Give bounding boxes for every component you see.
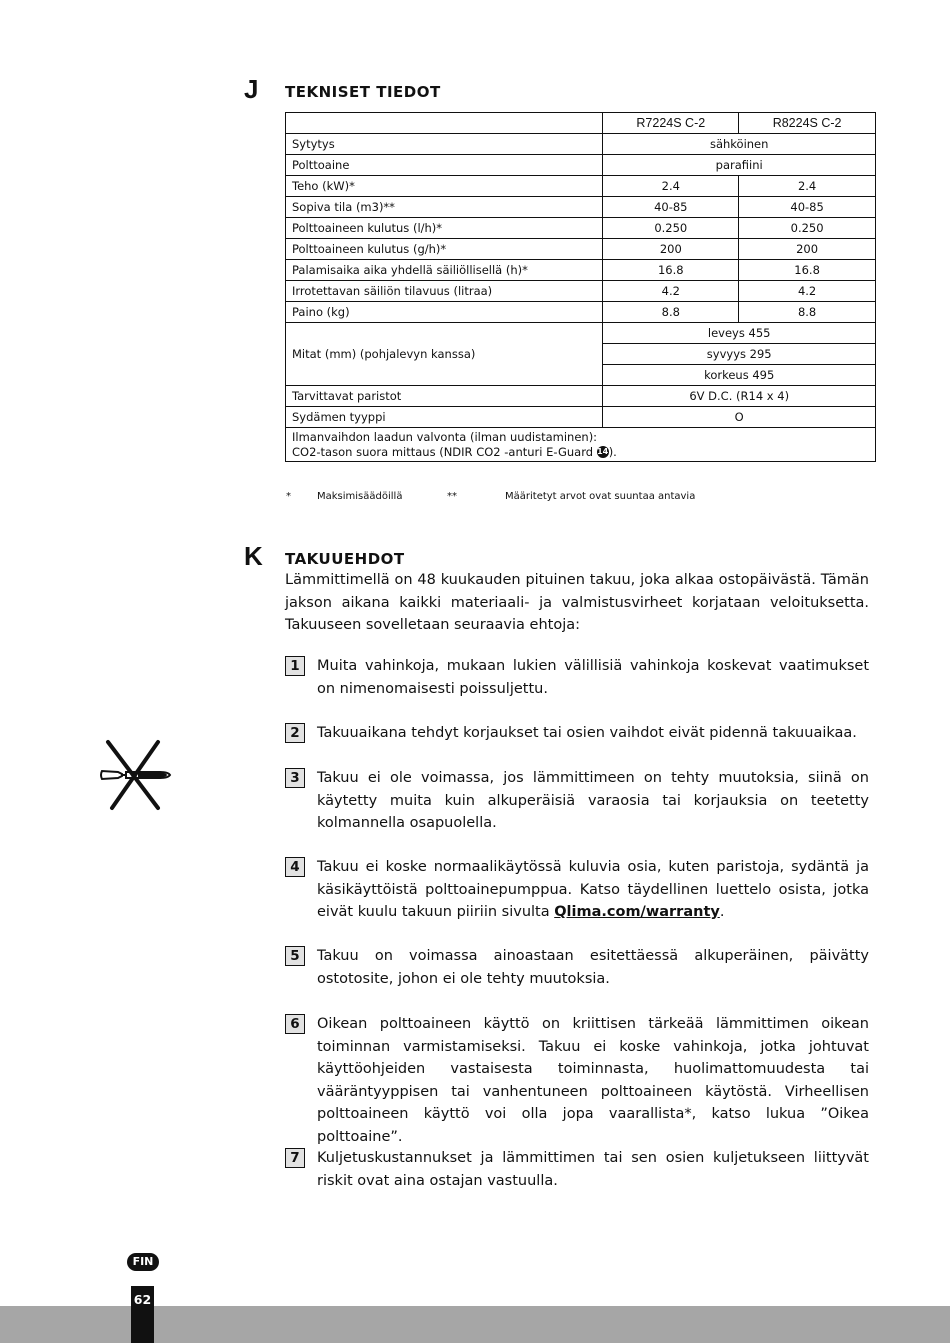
language-badge: FIN [127, 1253, 159, 1271]
item-text: Takuu on voimassa ainoastaan esitettäessä alkuperäinen, päivätty ostotosite, johon ei ole tehty muutoksia. [317, 948, 869, 987]
table-row [286, 239, 876, 260]
spec-label: Sopiva tila (m3)** [286, 197, 603, 218]
item-number-badge: 6 [285, 1014, 305, 1034]
warranty-item-6 [285, 1013, 869, 1148]
table-row [286, 197, 876, 218]
spec-value: O [603, 407, 876, 428]
spec-label: Polttoaine [286, 155, 603, 176]
spec-value: 200 [603, 239, 739, 260]
item-number-badge: 3 [285, 768, 305, 788]
specs-table [285, 112, 876, 462]
item-text: Takuu ei ole voimassa, jos lämmittimeen on tehty muutoksia, siinä on käytetty muita kuin alkuperäisiä varaosia tai korjauksia on teetetty kolmannella osapuolella. [317, 770, 869, 831]
spec-value: 2.4 [603, 176, 739, 197]
spec-value: 40-85 [739, 197, 876, 218]
item-text: Kuljetuskustannukset ja lämmittimen tai sen osien kuljetukseen liittyvät riskit ovat aina ostajan vastuulla. [317, 1150, 869, 1189]
item-text: Muita vahinkoja, mukaan lukien välillisiä vahinkoja koskevat vaatimukset on nimenomaisesti poissuljettu. [317, 658, 869, 697]
spec-label: Palamisaika aika yhdellä säiliöllisellä (h)* [286, 260, 603, 281]
item-text-end: . [719, 904, 725, 920]
item-text-body: Takuu ei koske normaalikäytössä kuluvia osia, kuten paristoja, sydäntä ja käsikäyttöistä polttoainepumppua. Katso täydellinen luettelo osista, jotka eivät kuulu takuun piiriin sivulta [317, 859, 869, 920]
spec-value: 16.8 [739, 260, 876, 281]
ventilation-line2-end: ). [608, 444, 617, 459]
spec-label: Sytytys [286, 134, 603, 155]
section-letter-j: J [244, 74, 259, 104]
spec-label: Teho (kW)* [286, 176, 603, 197]
warranty-item-2 [285, 722, 869, 745]
footnote-mark-2: ** [447, 491, 457, 502]
ventilation-row [286, 428, 876, 462]
warranty-intro: Lämmittimellä on 48 kuukauden pituinen takuu, joka alkaa ostopäivästä. Tämän jakson aikana kaikki materiaali- ja valmistusvirheet korjataan veloituksetta. Takuuseen sovelletaan seuraavia ehtoja: [285, 572, 869, 633]
warranty-item-4 [285, 856, 869, 924]
spec-label: Sydämen tyyppi [286, 407, 603, 428]
page-number: 62 [131, 1286, 154, 1343]
table-row [286, 302, 876, 323]
footnote-text-2: Määritetyt arvot ovat suuntaa antavia [505, 491, 696, 502]
footnote-text-1: Maksimisäädöillä [317, 491, 403, 502]
table-row [286, 155, 876, 176]
spec-value: 0.250 [739, 218, 876, 239]
item-number-badge: 1 [285, 656, 305, 676]
item-number-badge: 7 [285, 1148, 305, 1168]
warranty-item-5 [285, 945, 869, 990]
spec-label: Polttoaineen kulutus (g/h)* [286, 239, 603, 260]
section-title-warranty: TAKUUEHDOT [285, 550, 405, 568]
item-text: Oikean polttoaineen käyttö on kriittisen tärkeää lämmittimen oikean toiminnan varmistamiseksi. Takuu ei koske vahinkoja, jotka johtuvat käyttöohjeiden vastaisesta toiminnasta, huolimattomuudesta tai vääräntyyppisen tai vanhentuneen polttoaineen käytöstä. Virheellisen polttoaineen käyttö voi olla jopa vaarallista*, katso lukua ”Oikea polttoaine”. [317, 1016, 869, 1145]
spec-value: 0.250 [603, 218, 739, 239]
table-row [286, 134, 876, 155]
warranty-link[interactable]: Qlima.com/warranty [554, 904, 720, 920]
spec-value: 16.8 [603, 260, 739, 281]
table-row [286, 407, 876, 428]
section-letter-k: K [244, 541, 263, 571]
spec-label: Polttoaineen kulutus (l/h)* [286, 218, 603, 239]
spec-value: 8.8 [603, 302, 739, 323]
section-title-technical-data: TEKNISET TIEDOT [285, 83, 441, 101]
table-row [286, 428, 876, 462]
dimension-height: korkeus 495 [603, 365, 876, 386]
spec-value: 4.2 [603, 281, 739, 302]
spec-value: 8.8 [739, 302, 876, 323]
table-row [286, 260, 876, 281]
table-row [286, 113, 876, 134]
spec-value: parafiini [603, 155, 876, 176]
spec-value: 4.2 [739, 281, 876, 302]
dimension-width: leveys 455 [603, 323, 876, 344]
table-row [286, 218, 876, 239]
item-text [317, 856, 869, 924]
warranty-item-3 [285, 767, 869, 835]
crossed-screwdriver-icon [98, 738, 176, 816]
ventilation-line2: CO2-tason suora mittaus (NDIR CO2 -anturi E-Guard [292, 444, 597, 459]
spec-label: Tarvittavat paristot [286, 386, 603, 407]
table-row [286, 323, 876, 344]
spec-label: Irrotettavan säiliön tilavuus (litraa) [286, 281, 603, 302]
spec-value: 200 [739, 239, 876, 260]
spec-label: Paino (kg) [286, 302, 603, 323]
warranty-item-7 [285, 1147, 869, 1192]
model-header-2: R8224S C-2 [739, 113, 876, 134]
table-row [286, 386, 876, 407]
figure-reference-badge: 14 [597, 447, 609, 456]
spec-value: sähköinen [603, 134, 876, 155]
table-row [286, 176, 876, 197]
footnote-mark-1: * [286, 491, 291, 502]
dimension-depth: syvyys 295 [603, 344, 876, 365]
item-number-badge: 5 [285, 946, 305, 966]
item-number-badge: 2 [285, 723, 305, 743]
spec-value: 6V D.C. (R14 x 4) [603, 386, 876, 407]
item-text: Takuuaikana tehdyt korjaukset tai osien vaihdot eivät pidennä takuuaikaa. [317, 725, 857, 741]
item-number-badge: 4 [285, 857, 305, 877]
spec-label: Mitat (mm) (pohjalevyn kanssa) [286, 323, 603, 386]
ventilation-line1: Ilmanvaihdon laadun valvonta (ilman uudistaminen): [292, 429, 598, 444]
spec-value: 40-85 [603, 197, 739, 218]
warranty-item-1 [285, 655, 869, 700]
model-header-1: R7224S C-2 [603, 113, 739, 134]
table-row [286, 281, 876, 302]
spec-value: 2.4 [739, 176, 876, 197]
